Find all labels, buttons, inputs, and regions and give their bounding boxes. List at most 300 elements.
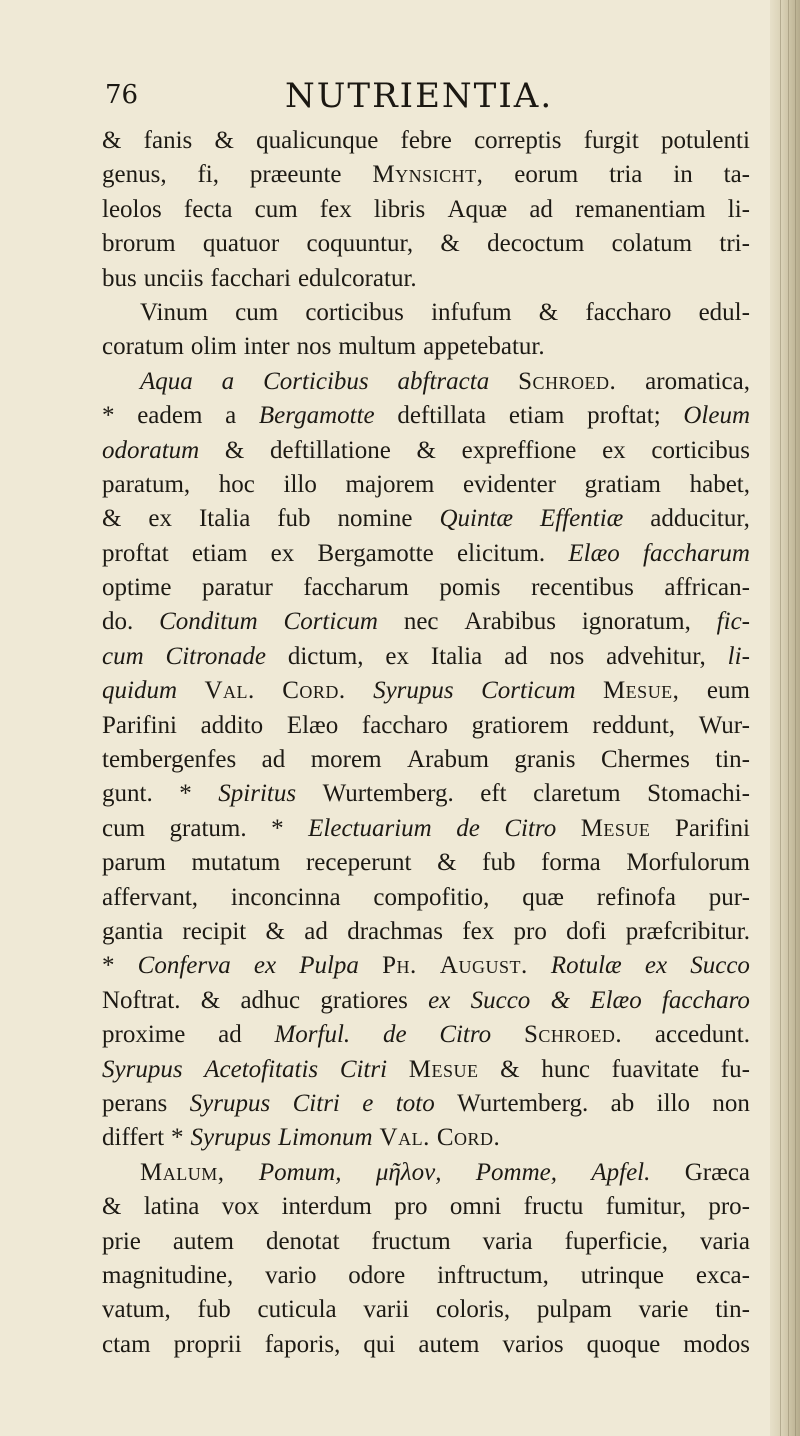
text-word: omni [449, 1193, 502, 1221]
text-word: coratum [102, 333, 184, 361]
text-line [102, 365, 750, 399]
text-word: perans [102, 1089, 168, 1117]
text-word: & [102, 127, 122, 154]
text-word: Parifini [102, 711, 177, 739]
text-line [102, 1156, 750, 1190]
gutter-edge-line [795, 0, 796, 1436]
text-line [102, 1293, 750, 1327]
text-word: Quintæ [439, 505, 514, 533]
text-word: Mynsicht, [372, 161, 484, 189]
text-word: etiam [191, 539, 248, 567]
text-line [102, 1087, 750, 1121]
text-word: pro- [708, 1193, 750, 1221]
text-word: e [362, 1089, 374, 1117]
text-word: cuticula [257, 1296, 337, 1324]
page-gutter-shadow [770, 0, 800, 1436]
text-word: Corticibus [263, 367, 369, 395]
text-word: Citri [339, 1055, 388, 1083]
text-word: affrican- [664, 574, 750, 602]
text-word: illo [283, 470, 317, 498]
text-word: proftat [102, 539, 169, 567]
text-word: corticibus [305, 298, 404, 326]
text-line [102, 846, 750, 880]
text-word: proxime [102, 1021, 186, 1049]
text-word: multum [338, 333, 417, 361]
text-word: potulenti [661, 127, 750, 154]
text-word: autem [418, 1330, 480, 1358]
text-word: ad [529, 195, 553, 223]
text-word: ex [253, 952, 277, 980]
text-word: mutatum [191, 849, 281, 877]
text-line [102, 502, 750, 536]
text-word: Elæo [590, 986, 642, 1014]
text-word: August. [439, 952, 528, 980]
text-word: Syrupus [373, 677, 454, 705]
text-line [102, 1225, 750, 1259]
text-word: deftillata [397, 402, 487, 430]
text-word: & [265, 917, 285, 945]
text-word: * [179, 780, 192, 808]
text-word: Bergamotte [317, 539, 434, 567]
text-word: brorum [102, 230, 176, 258]
text-word: magnitudine, [102, 1261, 234, 1289]
text-word: & [500, 1055, 520, 1083]
text-word: tri- [719, 230, 750, 258]
text-line [102, 1121, 750, 1155]
text-word: ta- [723, 161, 750, 189]
text-word: quidum [102, 677, 177, 705]
text-word: ex [270, 539, 295, 567]
text-word: fructu [523, 1193, 584, 1221]
text-word: fanis [143, 127, 193, 154]
text-word: Citro [504, 814, 557, 842]
text-word: parum [102, 849, 166, 877]
text-word: receperunt [305, 849, 412, 877]
text-word: Conditum [159, 608, 258, 636]
text-word: elicitum. [456, 539, 546, 567]
text-word: ex [644, 952, 668, 980]
text-word: bus [102, 264, 137, 292]
text-word: Effentiæ [540, 505, 624, 533]
text-word: vox [221, 1193, 260, 1221]
text-word: & [550, 986, 571, 1014]
text-word: Cord. [282, 677, 346, 705]
text-word: pro [394, 1193, 428, 1221]
text-word: gratiam [584, 470, 661, 498]
text-word: non [712, 1089, 750, 1117]
text-word: paratum, [102, 470, 191, 498]
text-word: olim [190, 333, 237, 361]
text-word: a [225, 402, 237, 430]
text-word: Wurtemberg. [322, 780, 454, 808]
text-word: de [456, 814, 480, 842]
text-word: faccharo [661, 986, 750, 1014]
text-word: vatum, [102, 1296, 171, 1324]
text-word: Wur- [698, 711, 750, 739]
text-word: interdum [281, 1193, 372, 1221]
text-line [102, 1053, 750, 1087]
text-word: claretum [533, 780, 621, 808]
text-word: & [200, 986, 221, 1014]
text-word: cum [102, 642, 144, 670]
text-word: ctam [102, 1330, 151, 1358]
text-line [102, 468, 750, 502]
text-word: majorem [345, 470, 435, 498]
text-word: nos [296, 333, 332, 361]
text-word: varii [363, 1296, 410, 1324]
text-word: faccharo [585, 298, 672, 326]
text-word: fuavitate [611, 1055, 700, 1083]
text-word: ad [504, 642, 528, 670]
text-word: leolos [102, 195, 162, 223]
text-word: febre [400, 127, 452, 154]
text-word: infufum [431, 298, 512, 326]
text-word: varios [502, 1330, 564, 1358]
text-word: ad [218, 1021, 242, 1049]
text-word: Corticum [283, 608, 378, 636]
text-word: Mesue, [602, 677, 680, 705]
text-word: Syrupus [189, 1089, 271, 1117]
text-word: deftillatione [270, 436, 391, 464]
text-word: Electuarium [308, 814, 432, 842]
text-word: * [171, 1124, 184, 1152]
text-word: nos [549, 642, 585, 670]
text-word: adducitur, [650, 505, 750, 533]
text-word: libris [373, 195, 426, 223]
text-word: faporis, [264, 1330, 341, 1358]
text-line [102, 227, 750, 261]
text-word: morem [310, 746, 382, 774]
text-word: ex [148, 505, 172, 533]
text-word: Citri [292, 1089, 340, 1117]
text-word: exca- [695, 1261, 750, 1289]
text-word: fecta [183, 195, 233, 223]
text-word: Parifini [674, 814, 750, 842]
text-word: gratum. [169, 814, 247, 842]
text-word: unciis [143, 264, 204, 292]
text-word: nomine [337, 505, 413, 533]
text-word: adhuc [240, 986, 301, 1014]
text-word: Succo [690, 952, 750, 980]
text-word: dictum, [287, 642, 364, 670]
text-word: Arabum [407, 746, 489, 774]
text-word: colatum [611, 230, 693, 258]
text-word: Elæo [286, 711, 339, 739]
text-word: Syrupus [190, 1124, 272, 1152]
text-word: granis [514, 746, 576, 774]
text-word: Schroed. [523, 1021, 623, 1049]
text-word: latina [143, 1193, 200, 1221]
text-word: Succo [470, 986, 531, 1014]
text-word: odore [348, 1261, 406, 1289]
text-word: inconcinna [230, 883, 341, 911]
text-word: fex [462, 917, 495, 945]
text-word: fic- [716, 608, 750, 636]
running-head [105, 76, 745, 116]
text-word: hoc [218, 470, 255, 498]
text-word: Malum, [140, 1158, 225, 1186]
text-line [102, 915, 750, 949]
text-word: ad [304, 917, 328, 945]
text-word: ab [610, 1089, 635, 1117]
text-word: Spiritus [218, 780, 297, 808]
text-line [102, 949, 750, 983]
text-word: fex [319, 195, 352, 223]
text-word: toto [395, 1089, 435, 1117]
text-word: Limonum [278, 1124, 373, 1152]
text-word: gantia [102, 917, 164, 945]
text-word: Acetofitatis [204, 1055, 319, 1083]
text-word: quatuor [202, 230, 280, 258]
text-word: gratiorem [471, 711, 569, 739]
text-word: pomis [439, 574, 501, 602]
text-word: advehitur, [606, 642, 706, 670]
text-word: prie [102, 1227, 141, 1255]
text-word: & [102, 1193, 122, 1221]
text-line [102, 1018, 750, 1052]
text-word: utrinque [580, 1261, 665, 1289]
text-word: li- [727, 195, 750, 223]
text-word: gratiores [320, 986, 408, 1014]
text-word: affervant, [102, 883, 199, 911]
text-word: dofi [566, 917, 607, 945]
text-word: do. [102, 608, 134, 636]
text-word: ex [385, 642, 409, 670]
text-word: expreffione [461, 436, 577, 464]
text-word: denotat [265, 1227, 340, 1255]
text-word: fuperficie, [564, 1227, 668, 1255]
text-word: drachmas [347, 917, 443, 945]
text-word: & [416, 436, 436, 464]
text-word: ex [428, 986, 451, 1014]
text-line [102, 1328, 750, 1362]
text-word: cum [235, 298, 279, 326]
text-word: & [102, 505, 122, 533]
text-word: de [382, 1021, 407, 1049]
text-line [102, 674, 750, 708]
text-word: eadem [137, 402, 203, 430]
text-word: Pomum, [258, 1158, 342, 1186]
text-word: Corticum [481, 677, 576, 705]
text-word: eorum [514, 161, 579, 189]
text-word: & [437, 849, 457, 877]
text-word: facchari [210, 264, 291, 292]
text-word: edulcoratur. [297, 264, 417, 292]
text-word: Vinum [140, 298, 208, 326]
text-word: fu- [720, 1055, 750, 1083]
text-line [102, 434, 750, 468]
text-word: Ph. [382, 952, 417, 980]
text-word: recipit [182, 917, 247, 945]
text-word: paratur [202, 574, 273, 602]
text-word: Cord. [436, 1124, 501, 1152]
text-word: ad [261, 746, 286, 774]
text-line [102, 1190, 750, 1224]
text-line [102, 1259, 750, 1293]
text-word: proftat; [587, 402, 661, 430]
text-word: Oleum [683, 402, 750, 430]
text-word: decoctum [487, 230, 585, 258]
text-word: Conferva [137, 952, 231, 980]
text-word: Morful. [274, 1021, 351, 1049]
text-line [102, 777, 750, 811]
text-word: Italia [198, 505, 251, 533]
text-word: qualicunque [256, 127, 379, 154]
text-line [102, 881, 750, 915]
text-line [102, 640, 750, 674]
text-word: fructum [371, 1227, 451, 1255]
text-line [102, 537, 750, 571]
text-word: li- [727, 642, 750, 670]
text-word: & [538, 298, 559, 326]
text-word: remanentiam [575, 195, 706, 223]
text-word: optime [102, 574, 172, 602]
text-word: ignoratum, [581, 608, 691, 636]
text-line [102, 571, 750, 605]
body-text [102, 124, 750, 1362]
text-word: tin- [715, 746, 750, 774]
text-word: quoque [586, 1330, 661, 1358]
text-word: hunc [541, 1055, 590, 1083]
text-word: Mesue [408, 1055, 479, 1083]
text-word: a [221, 367, 235, 395]
text-word: Wurtemberg. [457, 1089, 589, 1117]
text-word: Stomachi- [647, 780, 750, 808]
text-word: odoratum [102, 436, 200, 464]
text-line [102, 399, 750, 433]
text-word: Citro [439, 1021, 492, 1049]
text-word: Apfel. [591, 1158, 651, 1186]
text-line [102, 709, 750, 743]
text-word: corticibus [651, 436, 750, 464]
gutter-edge-line [788, 0, 789, 1436]
text-word: * [102, 402, 115, 430]
text-word: tin- [715, 1296, 750, 1324]
text-word: faccharum [303, 574, 409, 602]
text-line [102, 158, 750, 192]
text-word: reddunt, [592, 711, 676, 739]
text-word: edul- [698, 298, 750, 326]
text-word: differt [102, 1124, 165, 1152]
text-word: eft [480, 780, 507, 808]
text-word: faccharo [361, 711, 448, 739]
text-word: Elæo [568, 539, 620, 567]
text-word: accedunt. [654, 1021, 750, 1049]
text-word: inftructum, [437, 1261, 549, 1289]
text-word: coloris, [435, 1296, 511, 1324]
text-line [102, 330, 750, 364]
text-word: tembergenfes [102, 746, 237, 774]
text-word: genus, [102, 161, 167, 189]
text-word: & [440, 230, 460, 258]
gutter-edge-line [780, 0, 781, 1436]
text-word: appetebatur. [423, 333, 545, 361]
text-line [102, 124, 750, 158]
text-word: præeunte [249, 161, 342, 189]
text-word: pulpam [536, 1296, 612, 1324]
text-word: correptis [474, 127, 562, 154]
text-word: eum [706, 677, 750, 705]
text-word: Noftrat. [102, 986, 181, 1014]
text-line [102, 296, 750, 330]
text-word: furgit [583, 127, 639, 154]
text-word: Græca [684, 1158, 750, 1186]
text-word: & [214, 127, 234, 154]
text-word: in [673, 161, 693, 189]
text-word: fi, [197, 161, 219, 189]
text-word: cum [102, 814, 146, 842]
text-word: pro [513, 917, 547, 945]
text-word: Morfulorum [626, 849, 750, 877]
text-word: evidenter [462, 470, 556, 498]
text-word: nec [403, 608, 439, 636]
text-word: Chermes [600, 746, 690, 774]
text-word: inter [243, 333, 290, 361]
text-line [102, 984, 750, 1018]
text-word: fub [482, 849, 516, 877]
text-word: Schroed. [518, 367, 617, 395]
text-word: abftracta [397, 367, 490, 395]
text-word: recentibus [531, 574, 634, 602]
text-word: aromatica, [645, 367, 750, 395]
text-word: modos [683, 1330, 750, 1358]
text-word: cum [254, 195, 298, 223]
text-word: autem [172, 1227, 234, 1255]
text-word: forma [541, 849, 601, 877]
text-word: tria [609, 161, 643, 189]
text-word: Italia [430, 642, 483, 670]
text-word: Pulpa [299, 952, 359, 980]
text-word: habet, [689, 470, 750, 498]
text-word: Arabibus [464, 608, 556, 636]
text-word: & [224, 436, 245, 464]
text-word: illo [656, 1089, 691, 1117]
text-word: coquuntur, [306, 230, 414, 258]
text-word: * [271, 814, 284, 842]
text-word: vario [265, 1261, 317, 1289]
text-word: Val. [379, 1124, 430, 1152]
text-word: Aqua [140, 367, 193, 395]
text-word: fumitur, [605, 1193, 686, 1221]
text-word: Mesue [580, 814, 651, 842]
text-word: quæ [522, 883, 564, 911]
text-word: Pomme, [475, 1158, 558, 1186]
text-word: Rotulæ [550, 952, 622, 980]
text-line [102, 193, 750, 227]
text-word: fub [277, 505, 311, 533]
text-word: varia [482, 1227, 533, 1255]
text-word: fub [197, 1296, 231, 1324]
text-word: * [102, 952, 115, 980]
text-line [102, 812, 750, 846]
text-word: addito [200, 711, 264, 739]
text-word: gunt. [102, 780, 153, 808]
text-word: μῆλον, [375, 1158, 442, 1186]
text-word: varia [699, 1227, 750, 1255]
text-word: refinofa [596, 883, 676, 911]
text-line [102, 262, 750, 296]
text-word: varie [638, 1296, 689, 1324]
text-word: ex [602, 436, 626, 464]
page-number: 76 [105, 80, 139, 110]
text-word: pur- [708, 883, 750, 911]
text-word: Bergamotte [258, 402, 375, 430]
text-word: faccharum [643, 539, 750, 567]
text-word: præfcribitur. [625, 917, 750, 945]
running-title: NUTRIENTIA. [285, 76, 554, 116]
text-word: Val. [204, 677, 255, 705]
text-line [102, 605, 750, 639]
